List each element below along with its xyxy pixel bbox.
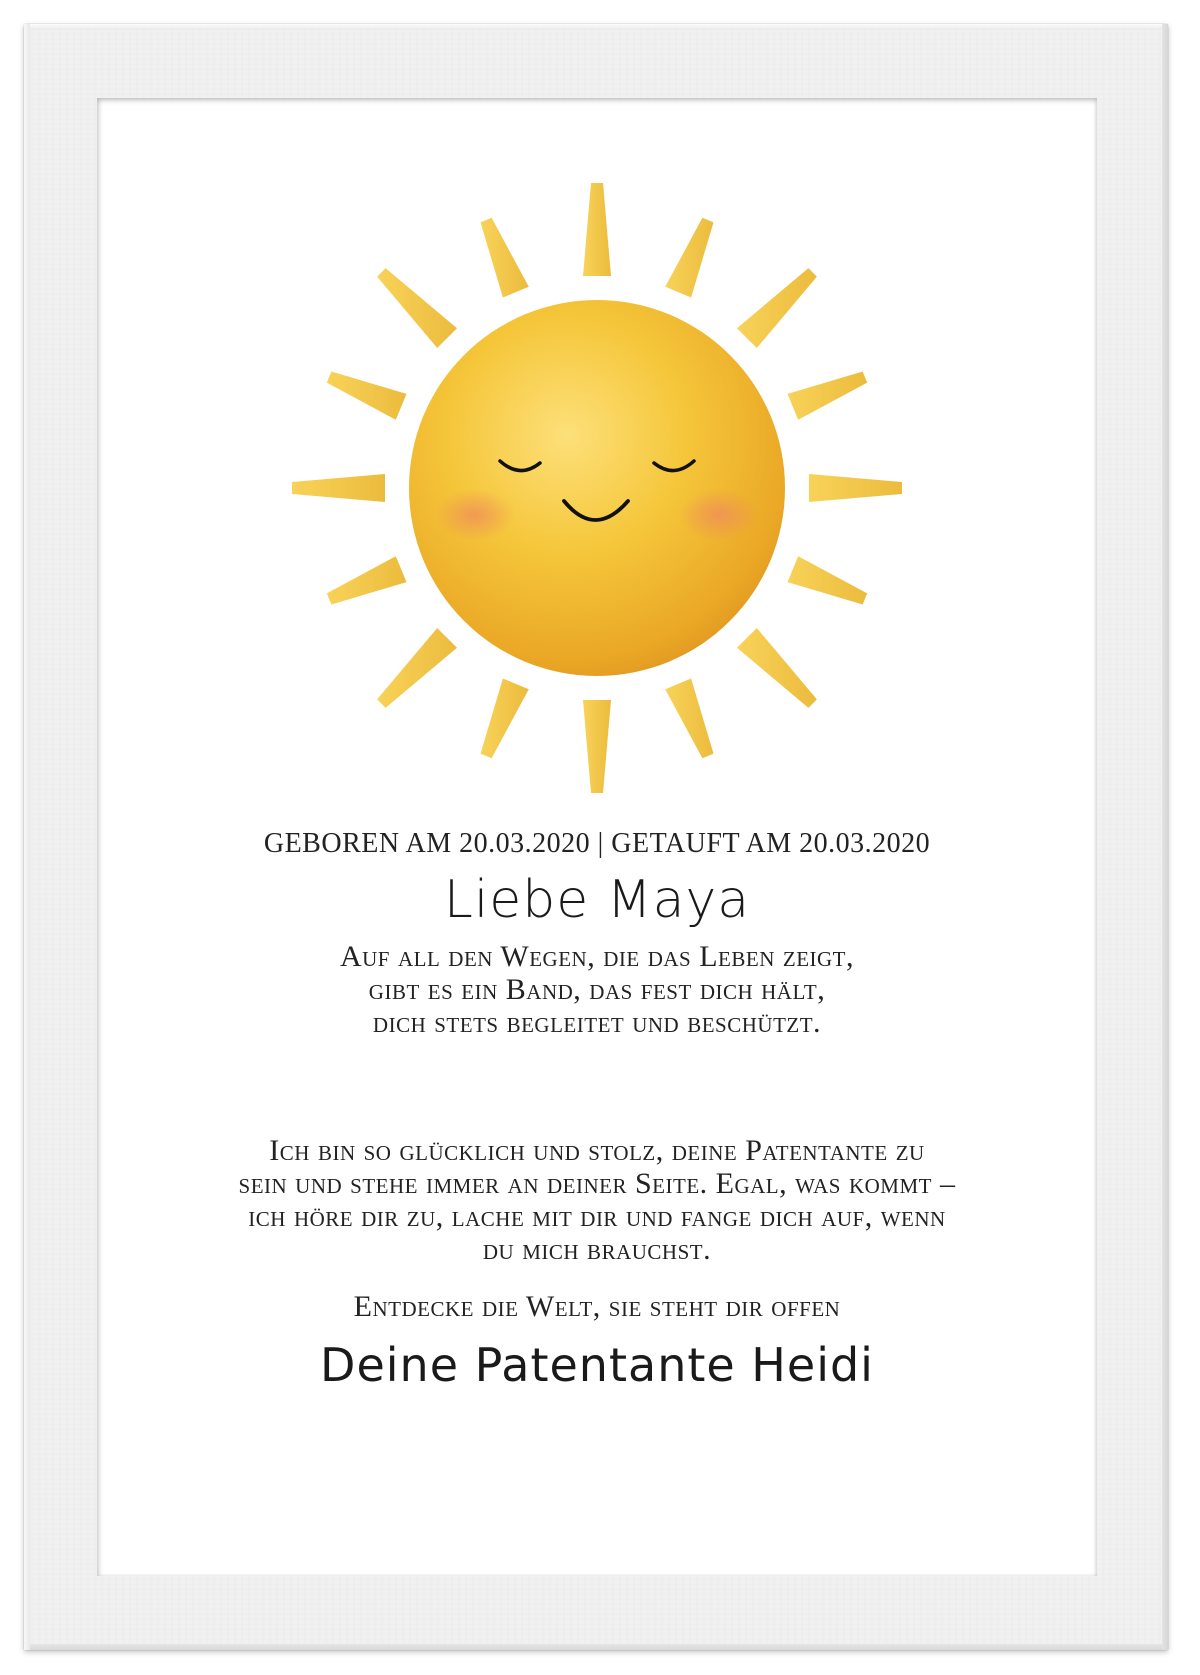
- frame-edge-right: [1162, 24, 1168, 1650]
- poem-line: dich stets begleitet und beschützt.: [372, 1006, 822, 1039]
- sun-ray: [377, 628, 457, 708]
- right-cheek: [679, 489, 759, 541]
- sun-ray: [809, 474, 902, 502]
- dates-line: GEBOREN AM 20.03.2020 | GETAUFT AM 20.03.2020: [263, 828, 931, 859]
- greeting: Liebe Maya: [443, 870, 751, 930]
- sun-ray: [665, 679, 713, 759]
- frame-edge-bottom: [24, 1644, 1168, 1650]
- picture-frame: [24, 24, 1168, 1650]
- sun-ray: [737, 268, 817, 348]
- sun-body: [409, 300, 785, 676]
- sun-ray: [327, 556, 407, 604]
- message-line: sein und stehe immer an deiner Seite. Egal, was kommt –: [238, 1167, 956, 1200]
- sun-ray: [737, 628, 817, 708]
- sun-ray: [583, 183, 611, 276]
- signature: Deine Patentante Heidi: [320, 1338, 874, 1392]
- sun-ray: [481, 679, 529, 759]
- sun-ray: [788, 372, 868, 420]
- sun-ray: [377, 268, 457, 348]
- message-line: Ich bin so glücklich und stolz, deine Patentante zu: [269, 1134, 925, 1167]
- smiling-sun-icon: [282, 173, 912, 803]
- sun-ray: [481, 218, 529, 298]
- left-cheek: [435, 489, 515, 541]
- sun-ray: [583, 700, 611, 793]
- frame-edge-top: [24, 24, 1168, 30]
- sun-ray: [788, 556, 868, 604]
- frame-edge-left: [24, 24, 30, 1650]
- sun-ray: [327, 372, 407, 420]
- sun-ray: [292, 474, 385, 502]
- message-line: ich höre dir zu, lache mit dir und fange dich auf, wenn: [248, 1200, 946, 1233]
- poem-line: Auf all den Wegen, die das Leben zeigt,: [339, 940, 855, 973]
- sun-ray: [665, 218, 713, 298]
- message-line: du mich brauchst.: [482, 1233, 712, 1266]
- closing-line: Entdecke die Welt, sie steht dir offen: [353, 1290, 841, 1323]
- poem: [97, 940, 1097, 1039]
- poster: [97, 98, 1097, 1576]
- message: [97, 1134, 1097, 1266]
- poem-line: gibt es ein Band, das fest dich hält,: [368, 973, 826, 1006]
